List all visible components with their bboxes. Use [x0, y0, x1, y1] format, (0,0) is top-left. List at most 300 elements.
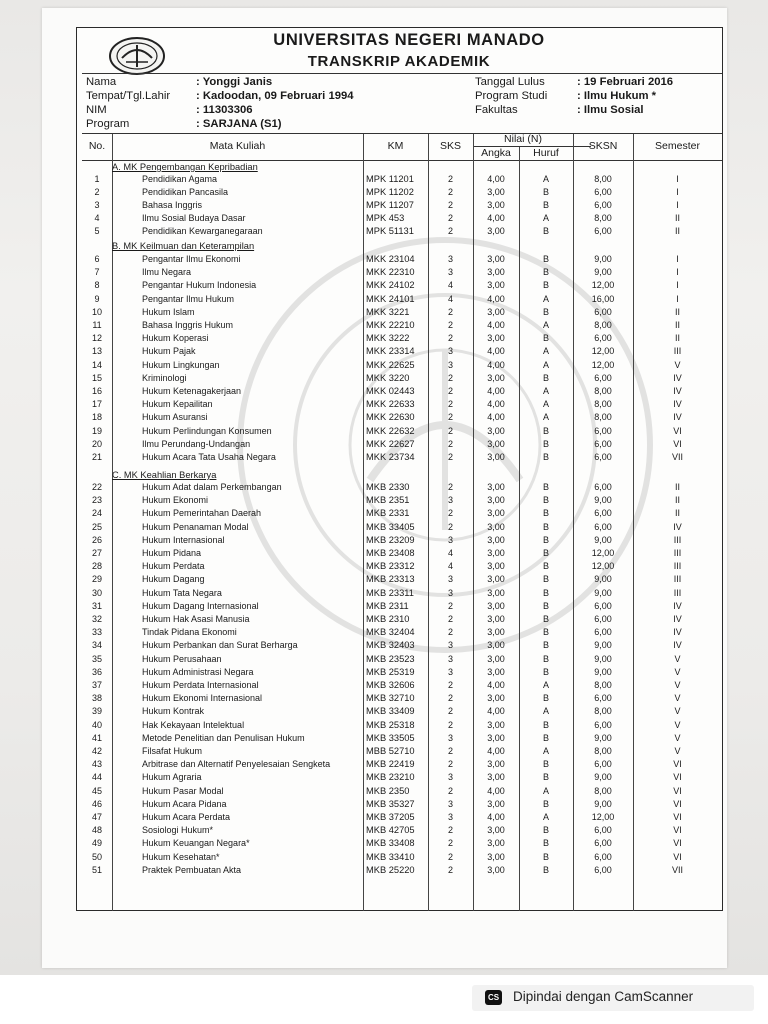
course-code: MPK 11201 — [366, 174, 414, 184]
course-code: MKB 2351 — [366, 495, 410, 506]
course-name: Hukum Ekonomi Internasional — [142, 693, 263, 704]
table-row — [82, 412, 722, 425]
course-sksn: 9,00 — [594, 534, 612, 545]
course-sks: 2 — [447, 508, 453, 519]
course-code: MKB 2311 — [366, 600, 409, 611]
course-name: Hukum Perusahaan — [142, 653, 222, 664]
course-code: MKB 25318 — [366, 719, 415, 730]
course-sksn: 6,00 — [594, 372, 612, 383]
course-name: Pengantar Ilmu Hukum — [142, 293, 235, 304]
row-number: 22 — [91, 482, 102, 492]
course-sksn: 6,00 — [594, 825, 612, 836]
course-code: MKK 02443 — [366, 386, 415, 396]
grade-number: 3,00 — [487, 306, 505, 317]
grade-letter: B — [542, 534, 549, 545]
course-sksn: 6,00 — [594, 838, 612, 849]
grade-letter: A — [542, 359, 549, 370]
course-sksn: 9,00 — [594, 267, 612, 278]
course-code: MKK 22627 — [366, 438, 415, 449]
grade-letter: A — [542, 680, 549, 690]
course-sksn: 8,00 — [594, 412, 612, 423]
grade-letter: B — [542, 333, 549, 344]
grade-number: 3,00 — [487, 438, 505, 449]
table-row — [82, 574, 722, 587]
course-sksn: 6,00 — [594, 438, 612, 449]
row-number: 15 — [91, 372, 102, 383]
prodi-label: Program Studi — [475, 90, 548, 102]
course-sksn: 9,00 — [594, 772, 612, 783]
course-sks: 2 — [447, 825, 453, 836]
row-number: 31 — [91, 600, 102, 611]
table-row — [82, 706, 722, 719]
grade-letter: B — [542, 653, 549, 664]
grade-number: 4,00 — [487, 174, 505, 184]
grade-letter: B — [542, 508, 549, 519]
table-row — [82, 373, 722, 386]
course-name: Hukum Kesehatan* — [142, 851, 220, 862]
course-name: Hukum Penanaman Modal — [142, 521, 249, 532]
row-number: 23 — [91, 495, 102, 506]
course-code: MKK 24102 — [366, 280, 415, 291]
grade-letter: A — [542, 706, 549, 717]
grade-letter: A — [542, 320, 549, 330]
course-code: MKK 22625 — [366, 359, 415, 370]
course-code: MKK 3220 — [366, 372, 410, 383]
table-row — [82, 561, 722, 574]
header-mata-kuliah: Mata Kuliah — [209, 140, 266, 152]
course-sks: 2 — [447, 693, 453, 704]
course-code: MKB 23210 — [366, 772, 415, 783]
table-row — [82, 213, 722, 226]
course-semester: V — [674, 653, 681, 664]
grade-number: 3,00 — [487, 798, 505, 809]
course-code: MBB 52710 — [366, 746, 415, 756]
table-row — [82, 452, 722, 465]
course-semester: VI — [673, 812, 682, 822]
course-sksn: 9,00 — [594, 798, 612, 809]
grade-number: 3,00 — [487, 226, 505, 237]
course-sksn: 12,00 — [591, 812, 615, 822]
section-b-header: B. MK Keilmuan dan Keterampilan — [112, 241, 255, 251]
course-sksn: 9,00 — [594, 640, 612, 651]
row-number: 36 — [91, 666, 102, 677]
document-title: TRANSKRIP AKADEMIK — [307, 53, 491, 70]
row-number: 41 — [91, 732, 102, 743]
course-name: Hukum Pemerintahan Daerah — [142, 508, 262, 519]
table-row — [82, 812, 722, 825]
header-km: KM — [387, 140, 404, 152]
course-semester: V — [674, 359, 681, 370]
table-row — [82, 548, 722, 561]
course-sksn: 6,00 — [594, 333, 612, 344]
grade-letter: A — [542, 785, 549, 796]
grade-number: 3,00 — [487, 600, 505, 611]
course-semester: III — [673, 548, 682, 558]
table-row — [82, 825, 722, 838]
course-sks: 2 — [447, 521, 453, 532]
grade-number: 3,00 — [487, 838, 505, 849]
grade-letter: B — [542, 306, 549, 317]
course-sks: 3 — [447, 772, 453, 783]
course-semester: VI — [673, 759, 682, 770]
camscanner-icon: CS — [485, 990, 502, 1005]
course-semester: II — [674, 213, 680, 224]
course-sks: 2 — [447, 864, 453, 875]
grade-number: 3,00 — [487, 587, 505, 598]
grade-letter: B — [542, 452, 549, 462]
course-semester: II — [674, 306, 680, 317]
course-semester: V — [674, 680, 681, 690]
row-number: 32 — [91, 614, 102, 624]
course-name: Pendidikan Kewarganegaraan — [142, 226, 263, 237]
course-name: Hukum Ekonomi — [142, 495, 209, 506]
grade-number: 3,00 — [487, 267, 505, 278]
grade-letter: A — [542, 399, 549, 410]
table-row — [82, 187, 722, 200]
grade-letter: B — [542, 693, 549, 704]
course-code: MKB 2310 — [366, 614, 410, 624]
grade-number: 3,00 — [487, 200, 505, 211]
course-code: MKB 33505 — [366, 732, 415, 743]
grade-letter: B — [542, 759, 549, 770]
table-row — [82, 522, 722, 535]
program-label: Program — [86, 118, 130, 130]
table-row — [82, 426, 722, 439]
camscanner-text: Dipindai dengan CamScanner — [513, 989, 694, 1004]
grade-letter: B — [542, 825, 549, 836]
course-sks: 2 — [447, 600, 453, 611]
fakultas-value: : Ilmu Sosial — [577, 104, 644, 116]
course-name: Hukum Kepailitan — [142, 399, 213, 410]
course-sksn: 6,00 — [594, 508, 612, 519]
grade-number: 4,00 — [487, 386, 505, 396]
course-code: MKK 22630 — [366, 412, 415, 423]
row-number: 9 — [94, 293, 100, 304]
course-semester: I — [676, 254, 679, 264]
course-code: MPK 11202 — [366, 187, 414, 198]
course-sksn: 6,00 — [594, 452, 612, 462]
row-number: 38 — [91, 693, 102, 704]
course-semester: VI — [673, 825, 682, 836]
course-sksn: 12,00 — [591, 346, 615, 357]
table-row — [82, 865, 722, 878]
course-name: Arbitrase dan Alternatif Penyelesaian Sengketa — [142, 759, 331, 770]
course-sksn: 9,00 — [594, 587, 612, 598]
row-number: 43 — [91, 759, 102, 770]
course-semester: II — [674, 333, 680, 344]
row-number: 39 — [91, 706, 102, 717]
course-semester: VI — [673, 425, 682, 436]
grade-number: 3,00 — [487, 732, 505, 743]
course-sks: 2 — [447, 706, 453, 717]
course-name: Metode Penelitian dan Penulisan Hukum — [142, 732, 305, 743]
course-name: Hak Kekayaan Intelektual — [142, 719, 245, 730]
course-sks: 3 — [447, 574, 453, 585]
grade-letter: B — [542, 495, 549, 506]
grade-letter: A — [542, 174, 549, 184]
row-number: 34 — [91, 640, 102, 651]
course-sksn: 6,00 — [594, 425, 612, 436]
grade-number: 3,00 — [487, 825, 505, 836]
course-sks: 3 — [447, 254, 453, 264]
grade-letter: B — [542, 587, 549, 598]
grade-number: 3,00 — [487, 666, 505, 677]
course-name: Hukum Internasional — [142, 534, 225, 545]
course-semester: II — [674, 320, 680, 330]
course-semester: V — [674, 746, 681, 756]
grade-letter: B — [542, 482, 549, 492]
course-name: Tindak Pidana Ekonomi — [142, 627, 237, 638]
university-title: UNIVERSITAS NEGERI MANADO — [273, 31, 545, 49]
course-semester: III — [673, 346, 682, 357]
course-sks: 3 — [447, 495, 453, 506]
course-code: MKK 24101 — [366, 293, 415, 304]
course-sks: 3 — [447, 798, 453, 809]
table-row — [82, 852, 722, 865]
course-sks: 3 — [447, 666, 453, 677]
table-header-bottom-line — [82, 160, 722, 161]
header-sks: SKS — [439, 140, 461, 152]
table-row — [82, 360, 722, 373]
course-sksn: 6,00 — [594, 187, 612, 198]
course-sks: 2 — [447, 320, 453, 330]
course-sks: 2 — [447, 627, 453, 638]
course-name: Hukum Dagang — [142, 574, 205, 585]
grade-letter: B — [542, 838, 549, 849]
course-sks: 3 — [447, 653, 453, 664]
grade-number: 3,00 — [487, 254, 505, 264]
course-code: MKB 32404 — [366, 627, 415, 638]
course-sks: 2 — [447, 838, 453, 849]
course-sksn: 6,00 — [594, 719, 612, 730]
course-sksn: 6,00 — [594, 759, 612, 770]
table-row — [82, 439, 722, 452]
header-angka: Angka — [481, 147, 511, 159]
grade-number: 3,00 — [487, 719, 505, 730]
course-name: Hukum Keuangan Negara* — [142, 838, 250, 849]
course-sksn: 6,00 — [594, 226, 612, 237]
course-semester: I — [676, 267, 679, 278]
grade-number: 3,00 — [487, 452, 505, 462]
course-name: Pengantar Hukum Indonesia — [142, 280, 257, 291]
course-sksn: 8,00 — [594, 386, 612, 396]
header-nilai: Nilai (N) — [504, 133, 542, 145]
table-row — [82, 386, 722, 399]
row-number: 27 — [91, 548, 102, 558]
grade-letter: B — [542, 719, 549, 730]
course-semester: V — [674, 693, 681, 704]
table-row — [82, 267, 722, 280]
course-semester: V — [674, 666, 681, 677]
table-top-line — [82, 133, 722, 134]
course-code: MPK 453 — [366, 213, 405, 224]
course-code: MKB 32606 — [366, 680, 415, 690]
table-row — [82, 482, 722, 495]
grade-letter: B — [542, 666, 549, 677]
course-name: Hukum Ketenagakerjaan — [142, 386, 242, 396]
row-number: 12 — [91, 333, 102, 344]
ttl-value: : Kadoodan, 09 Februari 1994 — [196, 90, 354, 102]
table-row — [82, 508, 722, 521]
course-semester: IV — [673, 372, 682, 383]
nama-value: : Yonggi Janis — [196, 76, 273, 88]
course-sks: 4 — [447, 561, 453, 572]
course-sks: 4 — [447, 293, 453, 304]
table-row — [82, 254, 722, 267]
grade-number: 3,00 — [487, 548, 505, 558]
grade-number: 4,00 — [487, 785, 505, 796]
table-row — [82, 640, 722, 653]
course-sksn: 12,00 — [591, 280, 615, 291]
course-sksn: 6,00 — [594, 600, 612, 611]
course-name: Hukum Islam — [142, 306, 195, 317]
row-number: 51 — [91, 864, 102, 875]
course-code: MKK 3222 — [366, 333, 410, 344]
course-code: MKB 42705 — [366, 825, 415, 836]
course-sksn: 9,00 — [594, 666, 612, 677]
row-number: 45 — [91, 785, 102, 796]
row-number: 3 — [94, 200, 100, 211]
course-sks: 2 — [447, 452, 453, 462]
course-semester: II — [674, 495, 680, 506]
grade-number: 4,00 — [487, 746, 505, 756]
course-semester: VI — [673, 838, 682, 849]
course-sks: 3 — [447, 812, 453, 822]
row-number: 48 — [91, 825, 102, 836]
row-number: 26 — [91, 534, 102, 545]
row-number: 13 — [91, 346, 102, 357]
course-semester: IV — [673, 521, 682, 532]
course-name: Hukum Agraria — [142, 772, 202, 783]
grade-letter: B — [542, 561, 549, 572]
course-name: Bahasa Inggris Hukum — [142, 320, 234, 330]
course-name: Pengantar Ilmu Ekonomi — [142, 254, 241, 264]
course-name: Ilmu Negara — [142, 267, 192, 278]
header-semester: Semester — [655, 140, 700, 152]
grade-letter: B — [542, 864, 549, 875]
table-row — [82, 680, 722, 693]
course-code: MKB 23408 — [366, 548, 415, 558]
course-code: MKB 23311 — [366, 587, 414, 598]
nim-label: NIM — [86, 104, 107, 116]
grade-letter: B — [542, 187, 549, 198]
table-row — [82, 733, 722, 746]
course-code: MKK 22632 — [366, 425, 415, 436]
grade-number: 3,00 — [487, 627, 505, 638]
grade-number: 4,00 — [487, 706, 505, 717]
row-number: 14 — [91, 359, 102, 370]
grade-letter: B — [542, 851, 549, 862]
course-code: MKB 32403 — [366, 640, 415, 651]
grade-letter: B — [542, 574, 549, 585]
course-semester: V — [674, 719, 681, 730]
course-sks: 2 — [447, 425, 453, 436]
grade-letter: B — [542, 425, 549, 436]
grade-number: 3,00 — [487, 482, 505, 492]
course-sks: 2 — [447, 438, 453, 449]
course-sksn: 6,00 — [594, 521, 612, 532]
table-row — [82, 772, 722, 785]
course-sks: 2 — [447, 200, 453, 211]
header-huruf: Huruf — [533, 147, 559, 159]
section-c-header: C. MK Keahlian Berkarya — [112, 470, 217, 480]
course-sksn: 16,00 — [591, 293, 615, 304]
row-number: 25 — [91, 521, 102, 532]
course-name: Hukum Pidana — [142, 548, 202, 558]
course-sks: 3 — [447, 267, 453, 278]
grade-number: 3,00 — [487, 372, 505, 383]
grade-number: 4,00 — [487, 293, 505, 304]
course-sksn: 8,00 — [594, 174, 612, 184]
table-row — [82, 320, 722, 333]
program-value: : SARJANA (S1) — [196, 118, 282, 130]
row-number: 28 — [91, 561, 102, 572]
row-number: 42 — [91, 746, 102, 756]
course-code: MKB 25220 — [366, 864, 415, 875]
row-number: 33 — [91, 627, 102, 638]
course-name: Hukum Asuransi — [142, 412, 208, 423]
header-divider — [82, 73, 722, 74]
course-sks: 2 — [447, 759, 453, 770]
grade-number: 3,00 — [487, 640, 505, 651]
course-name: Filsafat Hukum — [142, 746, 203, 756]
course-semester: III — [673, 587, 682, 598]
table-row — [82, 226, 722, 239]
course-name: Bahasa Inggris — [142, 200, 203, 211]
grade-letter: B — [542, 254, 549, 264]
course-semester: IV — [673, 412, 682, 423]
course-name: Hukum Pasar Modal — [142, 785, 224, 796]
grade-letter: B — [542, 438, 549, 449]
course-name: Hukum Tata Negara — [142, 587, 222, 598]
section-a-header: A. MK Pengembangan Kepribadian — [112, 162, 258, 172]
course-sks: 2 — [447, 614, 453, 624]
grade-number: 3,00 — [487, 508, 505, 519]
course-semester: VI — [673, 798, 682, 809]
course-name: Ilmu Sosial Budaya Dasar — [142, 213, 246, 224]
course-sks: 4 — [447, 280, 453, 291]
table-row — [82, 654, 722, 667]
row-number: 17 — [91, 399, 102, 410]
grade-number: 3,00 — [487, 534, 505, 545]
course-code: MPK 51131 — [366, 226, 414, 237]
grade-number: 3,00 — [487, 653, 505, 664]
course-code: MKK 3221 — [366, 306, 410, 317]
course-semester: I — [676, 293, 679, 304]
table-row — [82, 759, 722, 772]
course-code: MKB 23313 — [366, 574, 415, 585]
course-semester: I — [676, 174, 679, 184]
course-semester: IV — [673, 627, 682, 638]
course-sksn: 8,00 — [594, 213, 612, 224]
course-name: Hukum Hak Asasi Manusia — [142, 614, 250, 624]
course-sksn: 12,00 — [591, 548, 615, 558]
course-code: MKK 22310 — [366, 267, 415, 278]
course-name: Sosiologi Hukum* — [142, 825, 214, 836]
course-name: Hukum Perdata — [142, 561, 205, 572]
table-row — [82, 174, 722, 187]
grade-letter: B — [542, 280, 549, 291]
grade-number: 3,00 — [487, 693, 505, 704]
nama-label: Nama — [86, 76, 117, 88]
course-code: MKB 22419 — [366, 759, 415, 770]
course-sks: 3 — [447, 359, 453, 370]
grade-number: 4,00 — [487, 680, 505, 690]
grade-letter: B — [542, 548, 549, 558]
row-number: 29 — [91, 574, 102, 585]
course-code: MKB 33409 — [366, 706, 415, 717]
course-name: Hukum Acara Tata Usaha Negara — [142, 452, 276, 462]
